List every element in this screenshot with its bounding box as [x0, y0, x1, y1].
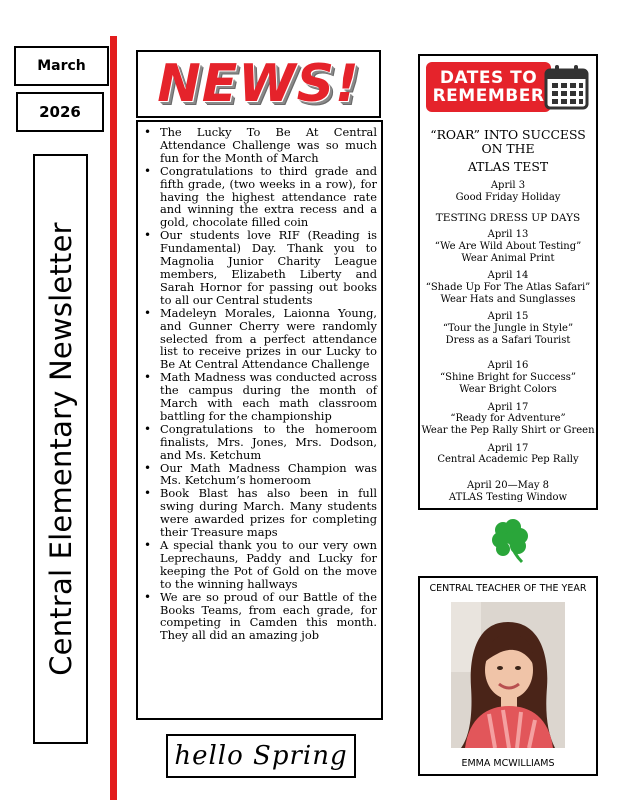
newsletter-title: Central Elementary Newsletter	[43, 222, 78, 676]
entry-detail: Dress as a Safari Tourist	[445, 334, 571, 346]
news-item: • The Lucky To Be At Central Attendance Challenge was so much fun for the Month of March	[160, 126, 377, 165]
news-list-box	[136, 120, 383, 720]
news-item: • A special thank you to our very own Leprechauns, Paddy and Lucky for keeping the Pot of Gold on the move to the winning hallways	[160, 539, 377, 591]
entry-date: April 14	[487, 270, 529, 282]
news-item: • Madeleyn Morales, Laionna Young, and Gunner Cherry were randomly selected from a perfect attendance list to receive prizes in our Lucky to Be At Central Attendance Challenge	[160, 307, 377, 372]
entry-date: April 20—May 8	[466, 480, 550, 492]
month-text: March	[37, 58, 86, 74]
testing-window-entry	[420, 480, 596, 503]
teacher-name: EMMA MCWILLIAMS	[461, 758, 555, 769]
pep-rally-entry	[420, 443, 596, 466]
roar-line-1: “ROAR” INTO SUCCESS	[430, 127, 586, 142]
news-list	[142, 126, 377, 642]
dress-up-entry	[420, 360, 596, 395]
hello-spring-banner	[166, 734, 356, 778]
news-banner	[136, 50, 381, 118]
entry-detail: Wear Animal Print	[461, 252, 555, 264]
entry-theme: “Ready for Adventure”	[450, 413, 566, 425]
dress-up-entry	[420, 402, 596, 437]
entry-theme: “Shade Up For The Atlas Safari”	[425, 281, 591, 293]
news-item: • Congratulations to the homeroom finalists, Mrs. Jones, Mrs. Dodson, and Ms. Ketchum	[160, 423, 377, 462]
roar-line-2: ON THE	[481, 141, 535, 156]
testing-dress-up-heading: TESTING DRESS UP DAYS	[435, 212, 581, 225]
teacher-of-year-box	[418, 576, 598, 776]
entry-event: Central Academic Pep Rally	[437, 454, 579, 466]
news-item: • Our students love RIF (Reading is Fundamental) Day. Thank you to Magnolia Junior Charity League members, Elizabeth Liberty and Sarah Hornor for passing out books to all our Central students	[160, 229, 377, 306]
newsletter-title-box	[33, 154, 88, 744]
news-item: • Math Madness was conducted across the campus during the month of March with each math classroom battling for the championship	[160, 371, 377, 423]
dress-up-entry	[420, 229, 596, 264]
calendar-icon	[544, 64, 589, 110]
hello-spring-text: hello Spring	[174, 741, 348, 771]
dress-up-entry	[420, 311, 596, 346]
entry-detail: Wear Hats and Sunglasses	[440, 293, 576, 305]
news-item: • Congratulations to third grade and fifth grade, (two weeks in a row), for having the highest attendance rate and winning the extra recess and a gold, chocolate filled coin	[160, 165, 377, 230]
entry-date: April 15	[487, 311, 529, 323]
teacher-photo-illustration	[451, 602, 565, 748]
entry-detail: Wear Bright Colors	[459, 383, 557, 395]
entry-event: Good Friday Holiday	[455, 191, 561, 203]
news-heading: NEWS!	[157, 54, 360, 114]
entry-event: ATLAS Testing Window	[448, 491, 568, 503]
year-text: 2026	[39, 103, 81, 121]
entry-detail: Wear the Pep Rally Shirt or Green	[421, 424, 595, 436]
shamrock-icon	[486, 516, 534, 564]
entry-theme: “Shine Bright for Success”	[440, 372, 576, 384]
teacher-photo	[451, 602, 565, 748]
holiday-entry	[420, 180, 596, 203]
entry-theme: “Tour the Jungle in Style”	[442, 323, 574, 335]
entry-theme: “We Are Wild About Testing”	[434, 240, 582, 252]
entry-date: April 17	[487, 442, 529, 454]
dates-header: DATES TO REMEMBER	[426, 62, 551, 112]
dates-content	[420, 128, 596, 503]
teacher-title: CENTRAL TEACHER OF THE YEAR	[429, 583, 587, 594]
month-label	[14, 46, 109, 86]
dates-to-remember-box	[418, 54, 598, 510]
red-divider	[110, 36, 117, 800]
entry-date: April 17	[487, 401, 529, 413]
entry-date: April 16	[487, 360, 529, 372]
dress-up-entry	[420, 270, 596, 305]
entry-date: April 13	[487, 229, 529, 241]
news-item: • We are so proud of our Battle of the Books Teams, from each grade, for competing in Camden this month. They all did an amazing job	[160, 591, 377, 643]
atlas-test-heading: ATLAS TEST	[467, 159, 549, 174]
year-label	[16, 92, 104, 132]
news-item: • Book Blast has also been in full swing during March. Many students were awarded prizes for completing their Treasure maps	[160, 487, 377, 539]
entry-date: April 3	[490, 180, 526, 191]
news-item: • Our Math Madness Champion was Ms. Ketchum’s homeroom	[160, 462, 377, 488]
